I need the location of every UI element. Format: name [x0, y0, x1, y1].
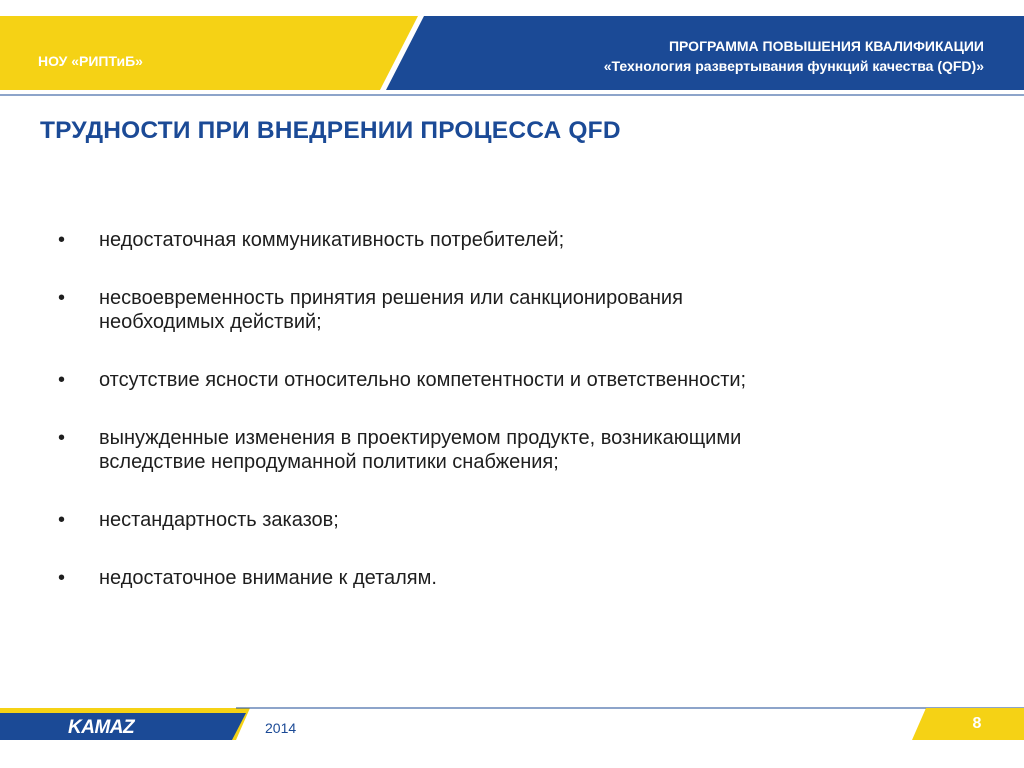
bullet-text: вынужденные изменения в проектируемом продукте, возникающими	[99, 427, 742, 449]
footer-year: 2014	[265, 720, 297, 736]
bullet-marker: •	[58, 567, 66, 589]
bullet-item	[58, 368, 978, 392]
kamaz-logo-text: KAMAZ	[68, 717, 135, 738]
bullet-marker: •	[58, 509, 66, 531]
bullet-text-continued: вследствие непродуманной политики снабжения;	[99, 451, 559, 473]
footer-band	[0, 700, 1024, 768]
program-title	[424, 36, 984, 76]
bullet-text: отсутствие ясности относительно компетентности и ответственности;	[99, 369, 747, 391]
organization-name: НОУ «РИПТиБ»	[38, 53, 143, 69]
bullet-marker: •	[58, 287, 66, 309]
bullet-marker: •	[58, 369, 66, 391]
kamaz-logo-mark	[64, 709, 144, 743]
bullet-text: недостаточное внимание к деталям.	[99, 567, 437, 589]
bullet-list	[58, 228, 978, 590]
bullet-marker: •	[58, 427, 66, 449]
bullet-item	[58, 228, 978, 252]
bullet-text: несвоевременность принятия решения или санкционирования	[99, 287, 683, 309]
bullet-text: недостаточная коммуникативность потребителей;	[99, 229, 565, 251]
bullet-item	[58, 426, 978, 474]
program-title-line-1: ПРОГРАММА ПОВЫШЕНИЯ КВАЛИФИКАЦИИ	[668, 38, 984, 54]
page-number: 8	[972, 715, 982, 732]
bullet-marker: •	[58, 229, 66, 251]
kamaz-logo	[64, 709, 144, 743]
bullet-item	[58, 508, 978, 532]
bullet-text-continued: необходимых действий;	[99, 311, 322, 333]
slide-title: ТРУДНОСТИ ПРИ ВНЕДРЕНИИ ПРОЦЕССА QFD	[40, 117, 621, 144]
footer-background	[0, 700, 1024, 768]
bullet-item	[58, 566, 978, 590]
header-band	[0, 0, 1024, 100]
program-title-line-2: «Технология развертывания функций качества (QFD)»	[603, 58, 984, 74]
bullet-text: нестандартность заказов;	[99, 509, 339, 531]
bullet-item	[58, 286, 978, 334]
